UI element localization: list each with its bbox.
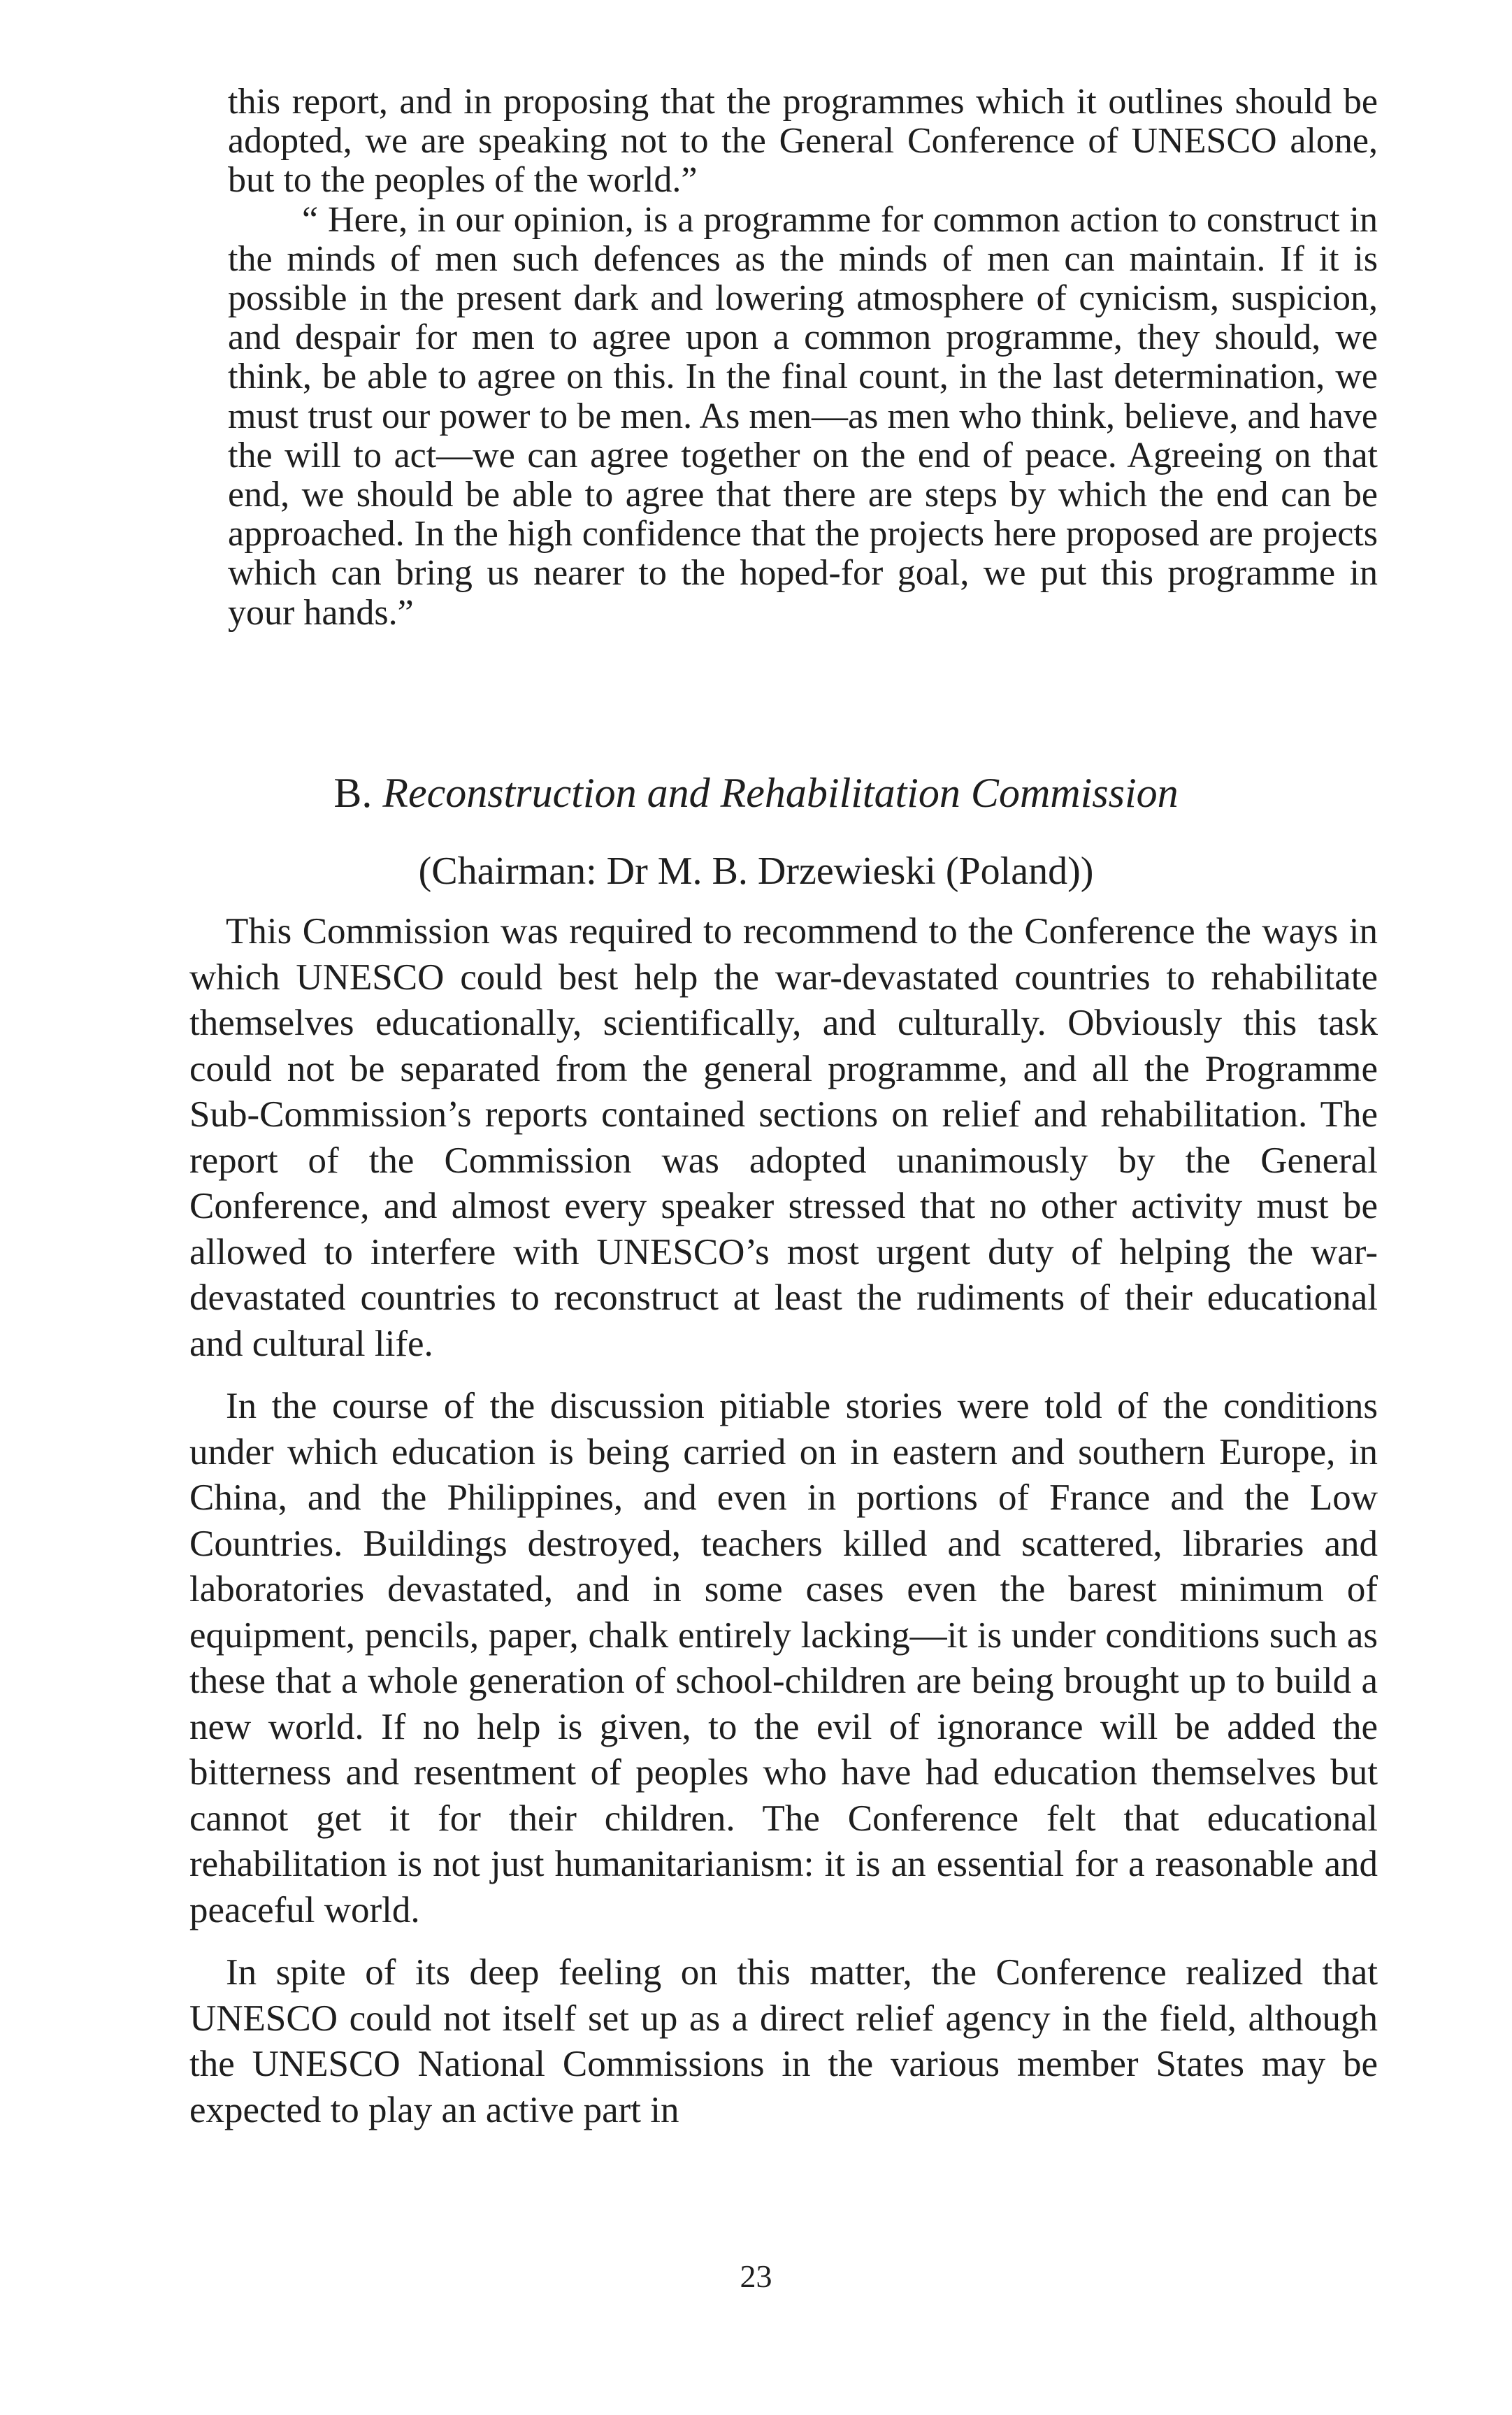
body-paragraph: In the course of the discussion pitiable stories were told of the conditions under which education is being carried on in eastern and southern Europe, in China, and the Philippines, and even in portions of France and the Low Countries. Buildings destroyed, teachers killed and scattered, libraries and laboratories devastated, and in some cases even the barest minimum of equipment, pencils, paper, chalk entirely lacking—it is under conditions such as these that a whole generation of school-children are being brought up to build a new world. If no help is given, to the evil of ignorance will be added the bitterness and resentment of peoples who have had education themselves but cannot get it for their children. The Conference felt that educational rehabilitation is not just humanitarianism: it is an essential for a reasonable and peaceful world.	[189, 1386, 1378, 1930]
section-letter: B.	[333, 770, 373, 816]
section-title: Reconstruction and Rehabilitation Commission	[382, 770, 1179, 816]
section-heading	[0, 765, 1512, 821]
quote-paragraph: this report, and in proposing that the programmes which it outlines should be adopted, we are speaking not to the General Conference of UNESCO alone, but to the peoples of the world.”	[228, 82, 1378, 201]
body-paragraph: This Commission was required to recommend to the Conference the ways in which UNESCO could best help the war-devastated countries to rehabilitate themselves educationally, scientifically, and culturally. Obviously this task could not be separated from the general programme, and all the Programme Sub-Commission’s reports contained sections on relief and rehabilitation. The report of the Commission was adopted unanimously by the General Conference, and almost every speaker stressed that no other activity must be allowed to interfere with UNESCO’s most urgent duty of helping the war-devastated countries to reconstruct at least the rudiments of their educational and cultural life.	[189, 911, 1378, 1364]
page-number: 23	[740, 2258, 772, 2294]
quote-paragraph: “ Here, in our opinion, is a programme for common action to construct in the minds of men such defences as the minds of men can maintain. If it is possible in the present dark and lowering atmosphere of cynicism, suspicion, and despair for men to agree upon a common programme, they should, we think, be able to agree on this. In the final count, in the last determination, we must trust our power to be men. As men—as men who think, believe, and have the will to act—we can agree together on the end of peace. Agreeing on that end, we should be able to agree that there are steps by which the end can be approached. In the high confidence that the projects here proposed are projects which can bring us nearer to the hoped-for goal, we put this programme in your hands.”	[228, 199, 1378, 633]
quote-block	[228, 83, 1378, 633]
body-text	[189, 909, 1378, 2150]
chairman-line: (Chairman: Dr M. B. Drzewieski (Poland))	[418, 850, 1094, 893]
body-paragraph: In spite of its deep feeling on this matter, the Conference realized that UNESCO could not itself set up as a direct relief agency in the field, although the UNESCO National Commissions in the various member States may be expected to play an active part in	[189, 1952, 1378, 2130]
